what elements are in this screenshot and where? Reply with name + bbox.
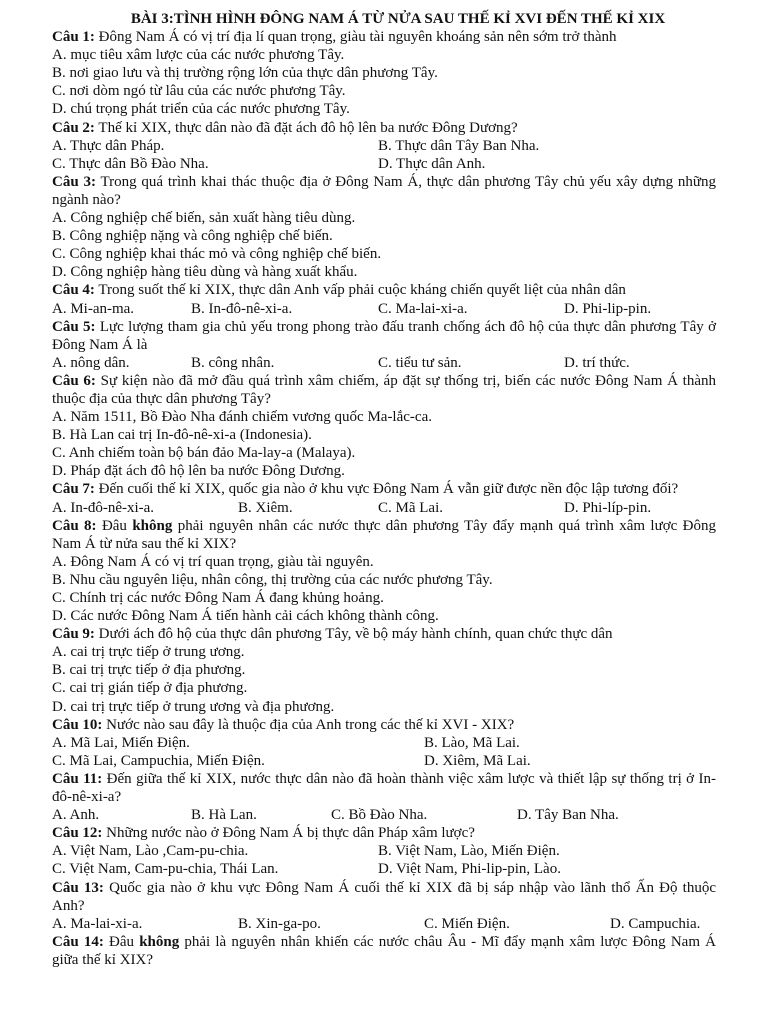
option-c: C. Ma-lai-xi-a. [378, 300, 468, 317]
option-c: C. Mã Lai. [378, 499, 443, 516]
question-label: Câu 9: [52, 626, 95, 643]
option-b: B. Công nghiệp nặng và công nghiệp chế biến. [52, 228, 333, 245]
question-text: Trong quá trình khai thác thuộc địa ở Đông Nam Á, thực dân phương Tây chủ yếu xây dựng những ngành nào? [52, 173, 716, 208]
option-a: A. In-đô-nê-xi-a. [52, 499, 155, 516]
question-label: Câu 7: [52, 481, 95, 498]
question-6 [52, 372, 716, 408]
option-b: B. Xin-ga-po. [238, 915, 321, 932]
question-label: Câu 14: [52, 933, 104, 950]
options-row [52, 300, 716, 318]
option-d: D. Campuchia. [610, 915, 701, 932]
question-text-prefix: Đâu [96, 517, 133, 534]
option-a: A. nông dân. [52, 354, 130, 371]
option-c: C. tiểu tư sản. [378, 354, 462, 371]
option-d: D. trí thức. [564, 354, 630, 371]
options-row [52, 354, 716, 372]
option-d: D. Việt Nam, Phi-lip-pin, Lào. [378, 861, 561, 878]
question-2 [52, 119, 716, 137]
option-b: B. Lào, Mã Lai. [424, 734, 520, 751]
question-3 [52, 173, 716, 209]
question-emphasis: không [132, 517, 173, 534]
option-b: B. Hà Lan cai trị In-đô-nê-xi-a (Indonesia). [52, 427, 312, 444]
option-d: D. Thực dân Anh. [378, 155, 486, 172]
option-b: B. In-đô-nê-xi-a. [191, 300, 293, 317]
question-8 [52, 517, 716, 553]
options-row [52, 752, 716, 770]
option-d: D. Phi-líp-pin. [564, 499, 652, 516]
option-d: D. cai trị trực tiếp ở trung ương và địa phương. [52, 698, 335, 715]
option-a: A. Mi-an-ma. [52, 300, 135, 317]
options-row [52, 806, 716, 824]
question-label: Câu 8: [52, 517, 97, 534]
option-b: B. Xiêm. [238, 499, 293, 516]
question-label: Câu 6: [52, 372, 96, 389]
option-d: D. Xiêm, Mã Lai. [424, 752, 531, 769]
option-d: D. Công nghiệp hàng tiêu dùng và hàng xuất khẩu. [52, 264, 358, 281]
option-b: B. cai trị trực tiếp ở địa phương. [52, 662, 246, 679]
question-14 [52, 933, 716, 969]
question-13 [52, 879, 716, 915]
options-row [52, 155, 716, 173]
question-text: Lực lượng tham gia chủ yếu trong phong trào đấu tranh chống ách đô hộ của thực dân phương Tây ở Đông Nam Á là [52, 318, 717, 353]
option-d: D. chú trọng phát triển của các nước phương Tây. [52, 101, 350, 118]
option-a: A. Việt Nam, Lào ,Cam-pu-chia. [52, 843, 249, 860]
option-a: A. Công nghiệp chế biến, sản xuất hàng tiêu dùng. [52, 210, 356, 227]
option-a: A. Thực dân Pháp. [52, 137, 165, 154]
option-c: C. Việt Nam, Cam-pu-chia, Thái Lan. [52, 861, 279, 878]
option-b: B. Việt Nam, Lào, Miến Điện. [378, 843, 560, 860]
option-a: A. mục tiêu xâm lược của các nước phương Tây. [52, 47, 345, 64]
question-4 [52, 281, 716, 299]
question-label: Câu 5: [52, 318, 96, 335]
question-label: Câu 12: [52, 825, 103, 842]
question-text-prefix: Đâu [103, 933, 140, 950]
options-row [52, 915, 716, 933]
question-label: Câu 11: [52, 770, 103, 787]
question-text: Thế kỉ XIX, thực dân nào đã đặt ách đô hộ lên ba nước Đông Dương? [94, 119, 518, 136]
page-title: BÀI 3:TÌNH HÌNH ĐÔNG NAM Á TỪ NỬA SAU THẾ KỈ XVI ĐẾN THẾ KỈ XIX [130, 11, 666, 27]
option-a: A. Đông Nam Á có vị trí quan trọng, giàu tài nguyên. [52, 553, 374, 570]
option-a: A. Ma-lai-xi-a. [52, 915, 143, 932]
option-c: C. cai trị gián tiếp ở địa phương. [52, 680, 248, 697]
question-label: Câu 4: [52, 282, 95, 299]
option-a: A. Mã Lai, Miến Điện. [52, 734, 190, 751]
option-b: B. công nhân. [191, 354, 275, 371]
question-9 [52, 625, 716, 643]
question-text: Những nước nào ở Đông Nam Á bị thực dân Pháp xâm lược? [102, 825, 475, 842]
option-a: A. Anh. [52, 807, 100, 824]
option-b: B. nơi giao lưu và thị trường rộng lớn của thực dân phương Tây. [52, 65, 438, 82]
question-7 [52, 480, 716, 498]
question-text: Đông Nam Á có vị trí địa lí quan trọng, giàu tài nguyên khoáng sản nên sớm trở thành [94, 29, 617, 46]
option-d: D. Tây Ban Nha. [517, 807, 619, 824]
option-d: D. Pháp đặt ách đô hộ lên ba nước Đông Dương. [52, 463, 345, 480]
option-c: C. Bồ Đào Nha. [331, 807, 428, 824]
option-a: A. cai trị trực tiếp ở trung ương. [52, 644, 245, 661]
question-label: Câu 3: [52, 173, 96, 190]
options-row [52, 842, 716, 860]
question-text: phải nguyên nhân các nước thực dân phương Tây đẩy mạnh quá trình xâm lược Đông Nam Á từ nửa sau thế kỉ XIX? [52, 517, 717, 552]
option-c: C. Anh chiếm toàn bộ bán đảo Ma-lay-a (Malaya). [52, 445, 356, 462]
option-b: B. Thực dân Tây Ban Nha. [378, 137, 540, 154]
option-c: C. Thực dân Bồ Đào Nha. [52, 155, 209, 172]
question-label: Câu 1: [52, 29, 95, 46]
question-label: Câu 10: [52, 716, 103, 733]
question-10 [52, 716, 716, 734]
option-b: B. Hà Lan. [191, 807, 257, 824]
option-a: A. Năm 1511, Bồ Đào Nha đánh chiếm vương quốc Ma-lắc-ca. [52, 409, 432, 426]
question-label: Câu 13: [52, 879, 104, 896]
question-text: Nước nào sau đây là thuộc địa của Anh trong các thế kỉ XVI - XIX? [102, 716, 515, 733]
options-row [52, 734, 716, 752]
option-c: C. Công nghiệp khai thác mỏ và công nghiệp chế biến. [52, 246, 382, 263]
option-c: C. Mã Lai, Campuchia, Miến Điện. [52, 752, 265, 769]
option-b: B. Nhu cầu nguyên liệu, nhân công, thị trường của các nước phương Tây. [52, 571, 493, 588]
question-text: Đến cuối thế kỉ XIX, quốc gia nào ở khu vực Đông Nam Á vẫn giữ được nền độc lập tương đối? [94, 481, 679, 498]
question-1 [52, 28, 716, 46]
question-text: phải là nguyên nhân khiến các nước châu Âu - Mĩ đẩy mạnh xâm lược Đông Nam Á giữa thế kỉ XIX? [52, 933, 716, 968]
question-text: Dưới ách đô hộ của thực dân phương Tây, về bộ máy hành chính, quan chức thực dân [94, 626, 613, 643]
question-text: Quốc gia nào ở khu vực Đông Nam Á cuối thế kỉ XIX đã bị sáp nhập vào lãnh thổ Ấn Độ thuộc Anh? [52, 879, 716, 914]
option-d: D. Phi-lip-pin. [564, 300, 652, 317]
option-c: C. Chính trị các nước Đông Nam Á đang khủng hoảng. [52, 590, 384, 606]
options-row [52, 137, 716, 155]
option-c: C. Miến Điện. [424, 915, 510, 932]
question-emphasis: không [139, 933, 180, 950]
question-12 [52, 824, 716, 842]
question-text: Sự kiện nào đã mở đầu quá trình xâm chiếm, áp đặt sự thống trị, biến các nước Đông Nam Á thành thuộc địa của thực dân phương Tây? [52, 372, 716, 407]
question-text: Đến giữa thế kỉ XIX, nước thực dân nào đã hoàn thành việc xâm lược và thiết lập sự thống trị ở In-đô-nê-xi-a? [52, 770, 716, 806]
option-d: D. Các nước Đông Nam Á tiến hành cải cách không thành công. [52, 608, 439, 625]
question-11 [52, 770, 716, 806]
options-row [52, 860, 716, 878]
question-5 [52, 318, 716, 354]
options-row [52, 499, 716, 517]
option-c: C. nơi dòm ngó từ lâu của các nước phương Tây. [52, 83, 346, 100]
question-label: Câu 2: [52, 119, 95, 136]
question-text: Trong suốt thế kỉ XIX, thực dân Anh vấp phải cuộc kháng chiến quyết liệt của nhân dân [94, 282, 626, 299]
